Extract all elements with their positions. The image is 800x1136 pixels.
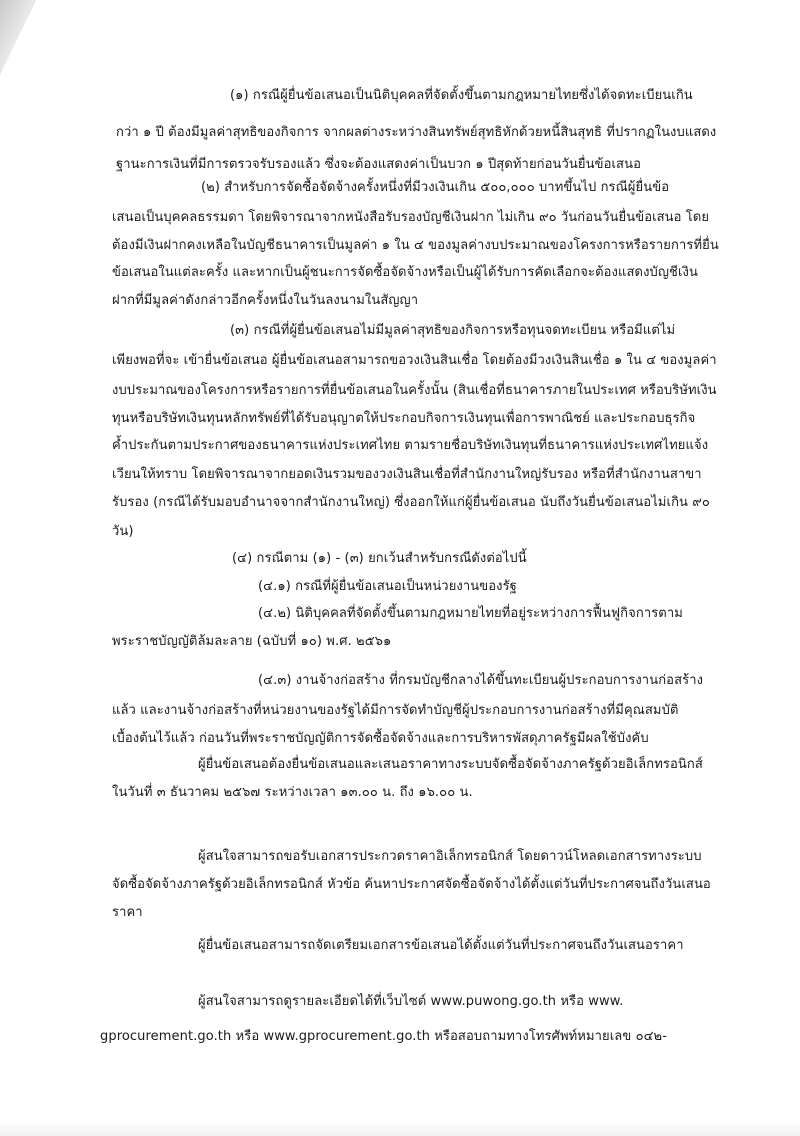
doc-line-7: ข้อเสนอในแต่ละครั้ง และหากเป็นผู้ชนะการจัดซื้อจัดจ้างหรือเป็นผู้ได้รับการคัดเลือกจะต้องแสดงบัญชีเงิน xyxy=(112,265,698,280)
doc-line-14: เวียนให้ทราบ โดยพิจารณาจากยอดเงินรวมของวงเงินสินเชื่อที่สำนักงานใหญ่รับรอง หรือที่สำนักงานสาขา xyxy=(112,467,702,482)
doc-line-24: ผู้ยื่นข้อเสนอต้องยื่นข้อเสนอและเสนอราคาทางระบบจัดซื้อจัดจ้างภาครัฐด้วยอิเล็กทรอนิกส์ xyxy=(198,757,703,772)
doc-line-29: ผู้ยื่นข้อเสนอสามารถจัดเตรียมเอกสารข้อเสนอได้ตั้งแต่วันที่ประกาศจนถึงวันเสนอราคา xyxy=(198,938,684,953)
doc-line-16: วัน) xyxy=(112,524,134,539)
doc-line-28: ราคา xyxy=(112,905,143,920)
doc-line-31: gprocurement.go.th หรือ www.gprocurement.go.th หรือสอบถามทางโทรศัพท์หมายเลข ๐๔๒- xyxy=(100,1029,668,1044)
doc-line-19: (๔.๒) นิติบุคคลที่จัดตั้งขึ้นตามกฎหมายไทยที่อยู่ระหว่างการฟื้นฟูกิจการตาม xyxy=(258,606,683,621)
doc-line-26: ผู้สนใจสามารถขอรับเอกสารประกวดราคาอิเล็กทรอนิกส์ โดยดาวน์โหลดเอกสารทางระบบ xyxy=(198,849,702,864)
doc-line-21: (๔.๓) งานจ้างก่อสร้าง ที่กรมบัญชีกลางได้ขึ้นทะเบียนผู้ประกอบการงานก่อสร้าง xyxy=(258,673,704,688)
doc-line-9: (๓) กรณีที่ผู้ยื่นข้อเสนอไม่มีมูลค่าสุทธิของกิจการหรือทุนจดทะเบียน หรือมีแต่ไม่ xyxy=(230,323,676,338)
doc-line-18: (๔.๑) กรณีที่ผู้ยื่นข้อเสนอเป็นหน่วยงานของรัฐ xyxy=(258,579,517,594)
doc-line-13: ค้ำประกันตามประกาศของธนาคารแห่งประเทศไทย ตามรายชื่อบริษัทเงินทุนที่ธนาคารแห่งประเทศไทยแจ้ง xyxy=(112,438,709,453)
doc-line-6: ต้องมีเงินฝากคงเหลือในบัญชีธนาคารเป็นมูลค่า ๑ ใน ๔ ของมูลค่างบประมาณของโครงการหรือรายการที่ยื่น xyxy=(112,238,719,253)
doc-line-20: พระราชบัญญัติล้มละลาย (ฉบับที่ ๑๐) พ.ศ. ๒๕๖๑ xyxy=(112,634,392,649)
doc-line-8: ฝากที่มีมูลค่าดังกล่าวอีกครั้งหนึ่งในวันลงนามในสัญญา xyxy=(112,293,419,308)
doc-line-17: (๔) กรณีตาม (๑) - (๓) ยกเว้นสำหรับกรณีดังต่อไปนี้ xyxy=(232,551,527,566)
doc-line-27: จัดซื้อจัดจ้างภาครัฐด้วยอิเล็กทรอนิกส์ หัวข้อ ค้นหาประกาศจัดซื้อจัดจ้างได้ตั้งแต่วันที่ประกาศจนถึงวันเสนอ xyxy=(112,877,711,892)
doc-line-10: เพียงพอที่จะ เข้ายื่นข้อเสนอ ผู้ยื่นข้อเสนอสามารถขอวงเงินสินเชื่อ โดยต้องมีวงเงินสินเชื่อ ๑ ใน ๔ ของมูลค่า xyxy=(112,353,717,368)
doc-line-5: เสนอเป็นบุคคลธรรมดา โดยพิจารณาจากหนังสือรับรองบัญชีเงินฝาก ไม่เกิน ๙๐ วันก่อนวันยื่นข้อเสนอ โดย xyxy=(112,210,710,225)
doc-line-12: ทุนหรือบริษัทเงินทุนหลักทรัพย์ที่ได้รับอนุญาตให้ประกอบกิจการเงินทุนเพื่อการพาณิชย์ และประกอบธุรกิจ xyxy=(112,411,696,426)
page-bottom-shadow xyxy=(0,1120,800,1136)
doc-line-23: เบื้องต้นไว้แล้ว ก่อนวันที่พระราชบัญญัติการจัดซื้อจัดจ้างและการบริหารพัสดุภาครัฐมีผลใช้บังคับ xyxy=(112,731,649,746)
doc-line-1: (๑) กรณีผู้ยื่นข้อเสนอเป็นนิติบุคคลที่จัดตั้งขึ้นตามกฎหมายไทยซึ่งได้จดทะเบียนเกิน xyxy=(230,88,693,103)
doc-line-15: รับรอง (กรณีได้รับมอบอำนาจจากสำนักงานใหญ่) ซึ่งออกให้แก่ผู้ยื่นข้อเสนอ นับถึงวันยื่นข้อเสนอไม่เกิน ๙๐ xyxy=(112,495,710,510)
doc-line-4: (๒) สำหรับการจัดซื้อจัดจ้างครั้งหนึ่งที่มีวงเงินเกิน ๕๐๐,๐๐๐ บาทขึ้นไป กรณีผู้ยื่นข้อ xyxy=(201,180,670,195)
page-corner-shadow xyxy=(0,0,40,80)
doc-line-30: ผู้สนใจสามารถดูรายละเอียดได้ที่เว็บไซต์ www.puwong.go.th หรือ www. xyxy=(198,994,624,1009)
doc-line-2: กว่า ๑ ปี ต้องมีมูลค่าสุทธิของกิจการ จากผลต่างระหว่างสินทรัพย์สุทธิหักด้วยหนี้สินสุทธิ ที่ปรากฏในงบแสดง xyxy=(116,125,717,140)
doc-line-22: แล้ว และงานจ้างก่อสร้างที่หน่วยงานของรัฐได้มีการจัดทำบัญชีผู้ประกอบการงานก่อสร้างที่มีคุณสมบัติ xyxy=(112,703,679,718)
doc-line-11: งบประมาณของโครงการหรือรายการที่ยื่นข้อเสนอในครั้งนั้น (สินเชื่อที่ธนาคารภายในประเทศ หรือบริษัทเงิน xyxy=(112,383,717,398)
doc-line-25: ในวันที่ ๓ ธันวาคม ๒๕๖๗ ระหว่างเวลา ๑๓.๐๐ น. ถึง ๑๖.๐๐ น. xyxy=(112,785,473,800)
doc-line-3: ฐานะการเงินที่มีการตรวจรับรองแล้ว ซึ่งจะต้องแสดงค่าเป็นบวก ๑ ปีสุดท้ายก่อนวันยื่นข้อเสนอ xyxy=(116,157,641,172)
